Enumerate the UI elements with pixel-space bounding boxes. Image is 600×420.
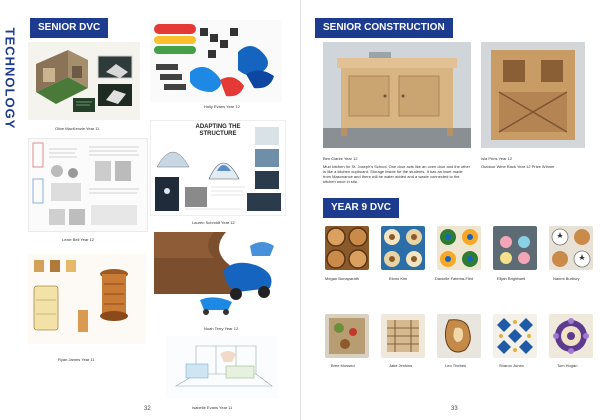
tile-jake <box>381 314 425 358</box>
isla-wine-rack-photo <box>481 42 585 148</box>
tile-danielle <box>437 226 481 270</box>
name-r1-2: Ekmo Kim <box>389 276 408 281</box>
name-r2-4: Sharon Juneo <box>499 363 524 368</box>
isabelle-room-sketch <box>166 336 278 398</box>
name-r2-5: Tom Hogan <box>557 363 578 368</box>
name-r2-2: Jake Jenkins <box>389 363 413 368</box>
lauren-poster <box>150 120 286 216</box>
tile-ekmo <box>381 226 425 270</box>
tile-bree <box>325 314 369 358</box>
tile-leo <box>437 314 481 358</box>
page-number-left: 32 <box>144 406 151 412</box>
page-number-right: 33 <box>451 406 458 412</box>
name-r2-3: Leo Thebes <box>445 363 467 368</box>
tile-naomi <box>549 226 593 270</box>
isla-description: Outdoor Wine Rack Year 12 Prize Winner <box>481 164 555 169</box>
olive-room-render <box>28 42 140 120</box>
caption-lauren: Lauren Schmidt Year 12 <box>192 220 235 225</box>
name-r1-5: Naomi Burbury <box>553 276 580 281</box>
name-r1-4: Elijah Brightwell <box>497 276 526 281</box>
name-r2-1: Bree Mossed <box>331 363 355 368</box>
caption-holly: Holly Evans Year 12 <box>204 104 240 109</box>
caption-ben: Ben Clarke Year 12 <box>323 156 358 161</box>
name-r1-1: Megan Bonaparath <box>325 276 360 281</box>
caption-isla: Isla Prins Year 12 <box>481 156 513 161</box>
tile-elijah <box>493 226 537 270</box>
right-page <box>300 0 600 420</box>
caption-olive: Olive MacKenzie Year 11 <box>55 126 100 131</box>
lexie-sketch-sheet <box>28 138 148 232</box>
tile-sharon <box>493 314 537 358</box>
caption-noah: Noah Terry Year 12 <box>204 326 239 331</box>
tile-megan <box>325 226 369 270</box>
caption-ryan: Ryan James Year 11 <box>58 357 95 362</box>
name-r1-3: Danielle Fatema-Flint <box>435 276 474 281</box>
noah-car-render <box>154 232 286 316</box>
vertical-title: TECHNOLOGY <box>2 27 18 129</box>
tile-tom <box>549 314 593 358</box>
poster-title: ADAPTING THE STRUCTURE <box>195 124 241 137</box>
ben-description: Mud kitchen for St. Joseph's School. One door acts like an oven door and the other is like a kitchen cupboard. Storage inside for the students. It has an inset made from Masonance and there will be water added and a waste connected to the kitchen once in situ. <box>323 164 471 184</box>
caption-isabelle: Isabelle Evans Year 11 <box>192 405 233 410</box>
caption-lexie: Lexie Bell Year 12 <box>62 237 95 242</box>
section-banner-year9-dvc: YEAR 9 DVC <box>323 198 399 218</box>
section-banner-senior-construction: SENIOR CONSTRUCTION <box>315 18 453 38</box>
holly-renders <box>150 20 282 102</box>
ryan-wooden-lamps <box>28 254 146 344</box>
section-banner-senior-dvc: SENIOR DVC <box>30 18 108 38</box>
ben-mud-kitchen-photo <box>323 42 471 148</box>
